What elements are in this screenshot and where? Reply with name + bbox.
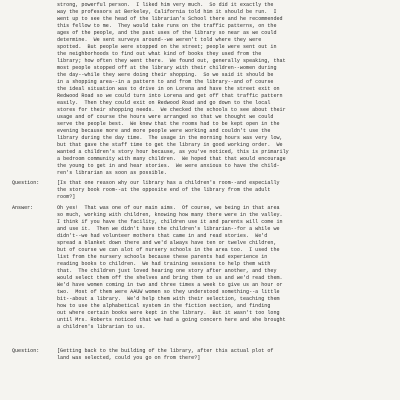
- answer-line: that. The children just loved hearing one story after another, and they: [57, 268, 277, 274]
- answer-line: out where certain books were kept in the library. But it wasn't too long: [57, 310, 280, 316]
- intro-line: ren's librarian as soon as possible.: [57, 170, 167, 176]
- answer-line: We'd have women coming in two and three times a week to give us an hour or: [57, 282, 283, 288]
- intro-line: the day--while they were doing their shopping. So we said it should be: [57, 72, 274, 78]
- intro-line: usage and of course the hours were arranged so that we thought we could: [57, 114, 274, 120]
- answer-line: until Mrs. Roberts noticed that we had a going concern here and she brought: [57, 317, 286, 323]
- intro-line: went up to see the head of the librarian's School there and he recommended: [57, 16, 283, 22]
- question-label: Question:: [12, 348, 40, 354]
- question-line: [Is that one reason why our library has a children's room--and especially: [57, 180, 280, 186]
- answer-line: so much, working with children, knowing how many there were in the valley.: [57, 212, 283, 218]
- intro-line: way the professors at Berkeley, California told him it should be run. I: [57, 9, 277, 15]
- intro-line: ages of the people, and the past uses of the library so near as we could: [57, 30, 277, 36]
- intro-line: determine. We sent surveys around--we weren't told where they were: [57, 37, 262, 43]
- answer-line: didn't--we had volunteer mothers that came in and read stories. We'd: [57, 233, 268, 239]
- answer-line: reading books to children. We had training sessions to help them with: [57, 261, 271, 267]
- intro-line: in a shopping area--in a pattern to and from the library--and of course: [57, 79, 274, 85]
- intro-line: the neighborhoods to find out what kind of books they used from the: [57, 51, 262, 57]
- intro-line: a bedroom community with many children. We hoped that that would encourage: [57, 156, 286, 162]
- intro-line: library; how often they went there. We found out, generally speaking, that: [57, 58, 286, 64]
- answer-line: list from the nursery schools because these parents had experience in: [57, 254, 268, 260]
- intro-line: serve the people best. We knew that the rooms had to be kept open in the: [57, 121, 280, 127]
- answer-line: would select them off the shelves and bring them to us and we'd read them.: [57, 275, 283, 281]
- intro-line: easily. Then they could exit on Redwood Road and go down to the local: [57, 100, 271, 106]
- answer-line: Oh yes! That was one of our main aims. Of course, we being in that area: [57, 205, 280, 211]
- intro-line: Redwood Road so we could turn into Lorena and get off that traffic pattern: [57, 93, 283, 99]
- intro-line: most people stopped off at the library with their children--women during: [57, 65, 277, 71]
- question-line: room?]: [57, 194, 76, 200]
- intro-line: library during the day time. The usage in the morning hours was very low,: [57, 135, 283, 141]
- answer-line: how to use the alphabetical system in the fiction section, and finding: [57, 303, 271, 309]
- intro-line: the young to get in and hear stories. We were anxious to have the child-: [57, 163, 280, 169]
- intro-line: stores for their shopping needs. We checked the schools to see about their: [57, 107, 286, 113]
- answer-line: two. Most of them were AAUW women so they understood something--a little: [57, 289, 280, 295]
- intro-line: this fellow to me. They would take runs on the traffic patterns, on the: [57, 23, 277, 29]
- answer-line: spread a blanket down there and we'd always have ten or twelve children,: [57, 240, 277, 246]
- answer-line: I think if you have the facility, children use it and parents will come in: [57, 219, 283, 225]
- intro-line: strong, powerful person. I liked him very much. So did it exactly the: [57, 2, 274, 8]
- intro-line: the ideal situation was to drive in on Lorena and have the street exit on: [57, 86, 280, 92]
- intro-line: but that gave the staff time to get the library in good working order. We: [57, 142, 283, 148]
- intro-line: spotted. But people were stopped on the street; people were sent out in: [57, 44, 277, 50]
- answer-line: a children's librarian to us.: [57, 324, 146, 330]
- intro-line: wanted a children's story hour because, as you've noticed, this is primarily: [57, 149, 289, 155]
- answer-line: but of course we can alot of nursery schools in the area too. I used the: [57, 247, 280, 253]
- question-label: Question:: [12, 180, 40, 186]
- answer-line: bit--about a library. We'd help them with their selection, teaching them: [57, 296, 280, 302]
- question-line: [Getting back to the building of the library, after this actual plot of: [57, 348, 274, 354]
- intro-line: evening because more and more people were working and couldn't use the: [57, 128, 271, 134]
- answer-label: Answer:: [12, 205, 34, 211]
- question-line: land was selected, could you go on from there?]: [57, 355, 201, 361]
- answer-line: and use it. Then we didn't have the children's librarian--for a while we: [57, 226, 280, 232]
- question-line: the story book room--at the opposite end of the library from the adult: [57, 187, 271, 193]
